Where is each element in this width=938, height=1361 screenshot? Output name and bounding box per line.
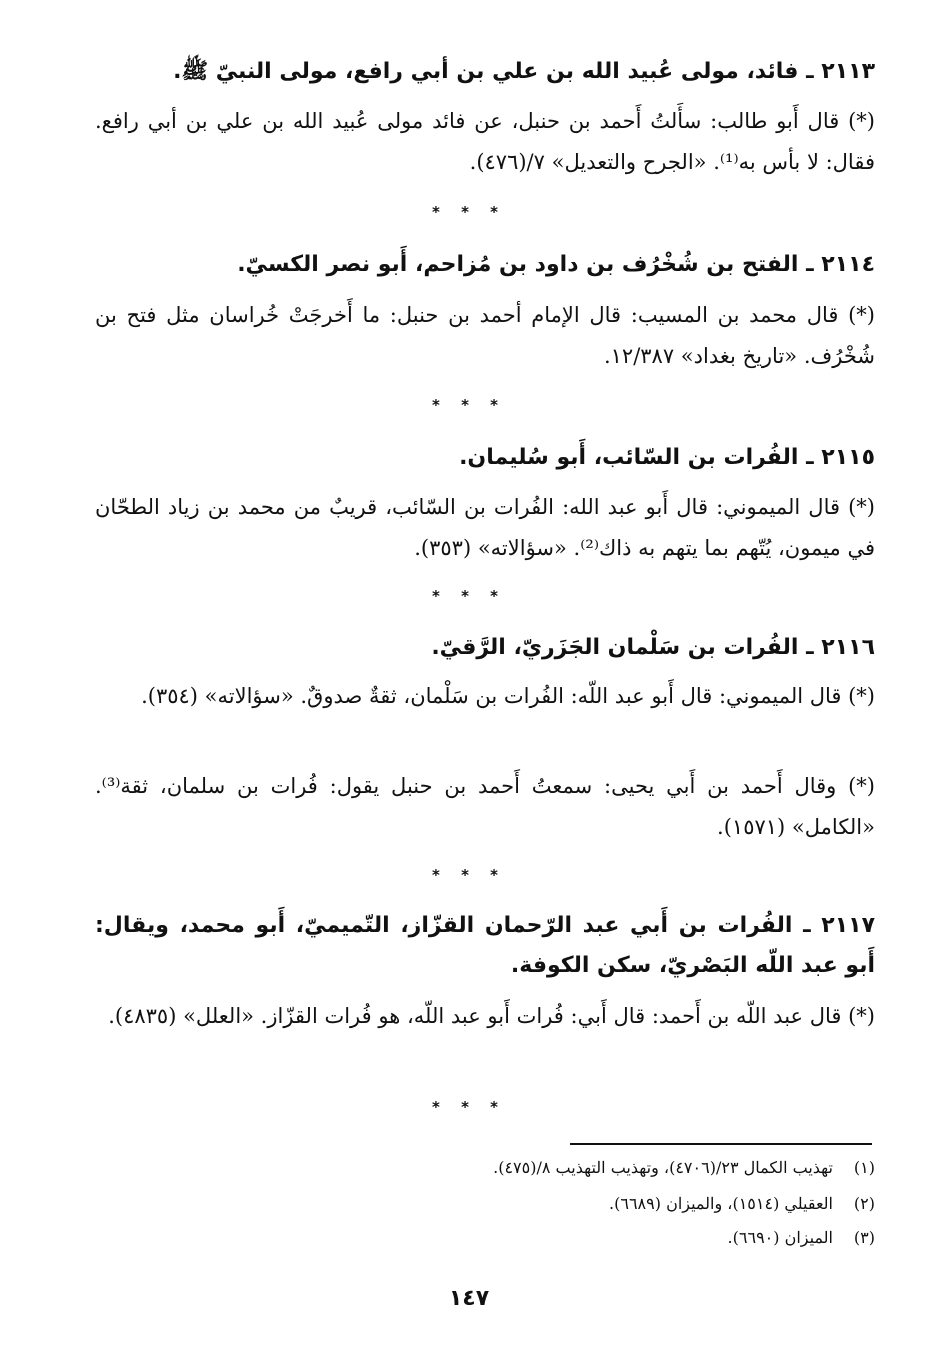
footnote-divider	[570, 1143, 872, 1145]
footnote	[95, 1155, 875, 1181]
entry-paragraph: (*) قال أَبو طالب: سأَلتُ أَحمد بن حنبل، عن فائد مولى عُبيد الله بن علي بن أبي رافع. فقال: لا بأس به⁽¹⁾. «الجرح والتعديل» ٧/(٤٧٦).	[95, 109, 875, 174]
footnote	[95, 1191, 875, 1217]
footnote-text: تهذيب الكمال ٢٣/(٤٧٠٦)، وتهذيب التهذيب ٨/(٤٧٥).	[493, 1158, 833, 1177]
section-separator: * * *	[432, 203, 506, 221]
entry-heading: ٢١١٦ ـ الفُرات بن سَلْمان الجَزَريّ، الرَّقيّ.	[431, 635, 875, 660]
footnote	[95, 1225, 875, 1251]
footnote-text: العقيلي (١٥١٤)، والميزان (٦٦٨٩).	[609, 1194, 833, 1213]
section-separator: * * *	[432, 1098, 506, 1116]
entry-heading: ٢١١٧ ـ الفُرات بن أَبي عبد الرّحمان القزّاز، التّميميّ، أَبو محمد، ويقال: أَبو عبد اللّه البَصْريّ، سكن الكوفة.	[95, 913, 875, 978]
entry-heading: ٢١١٤ ـ الفتح بن شُخْرُف بن داود بن مُزاحم، أَبو نصر الكسيّ.	[237, 252, 875, 277]
section-separator: * * *	[432, 587, 506, 605]
entry-paragraph: (*) قال عبد اللّه بن أَحمد: قال أَبي: فُرات أَبو عبد اللّه، هو فُرات القزّاز. «العلل» (٤٨٣٥).	[108, 1004, 875, 1028]
entry-paragraph: (*) قال الميموني: قال أَبو عبد الله: الفُرات بن السّائب، قريبٌ من محمد بن زياد الطحّان في ميمون، يُتّهم بما يتهم به ذاك⁽²⁾. «سؤالاته» (٣٥٣).	[95, 495, 875, 560]
footnote-number: (١)	[853, 1158, 875, 1177]
footnote-number: (٢)	[853, 1194, 875, 1213]
entry-heading: ٢١١٥ ـ الفُرات بن السّائب، أَبو سُليمان.	[459, 445, 875, 470]
entry-paragraph: (*) قال الميموني: قال أَبو عبد اللّه: الفُرات بن سَلْمان، ثقةٌ صدوقٌ. «سؤالاته» (٣٥٤).	[141, 684, 875, 708]
footnote-text: الميزان (٦٦٩٠).	[727, 1228, 833, 1247]
section-separator: * * *	[432, 866, 506, 884]
entry-heading: ٢١١٣ ـ فائد، مولى عُبيد الله بن علي بن أبي رافع، مولى النبيّ ﷺ.	[173, 59, 875, 84]
page-number: ١٤٧	[448, 1286, 490, 1311]
section-separator: * * *	[432, 396, 506, 414]
footnote-number: (٣)	[853, 1228, 875, 1247]
entry-paragraph: (*) قال محمد بن المسيب: قال الإمام أحمد بن حنبل: ما أَخرجَتْ خُراسان مثل فتح بن شُخْرُف. «تاريخ بغداد» ١٢/٣٨٧.	[95, 303, 875, 368]
entry-paragraph: (*) وقال أَحمد بن أَبي يحيى: سمعتُ أَحمد بن حنبل يقول: فُرات بن سلمان، ثقة⁽³⁾. «الكامل» (١٥٧١).	[95, 774, 875, 839]
